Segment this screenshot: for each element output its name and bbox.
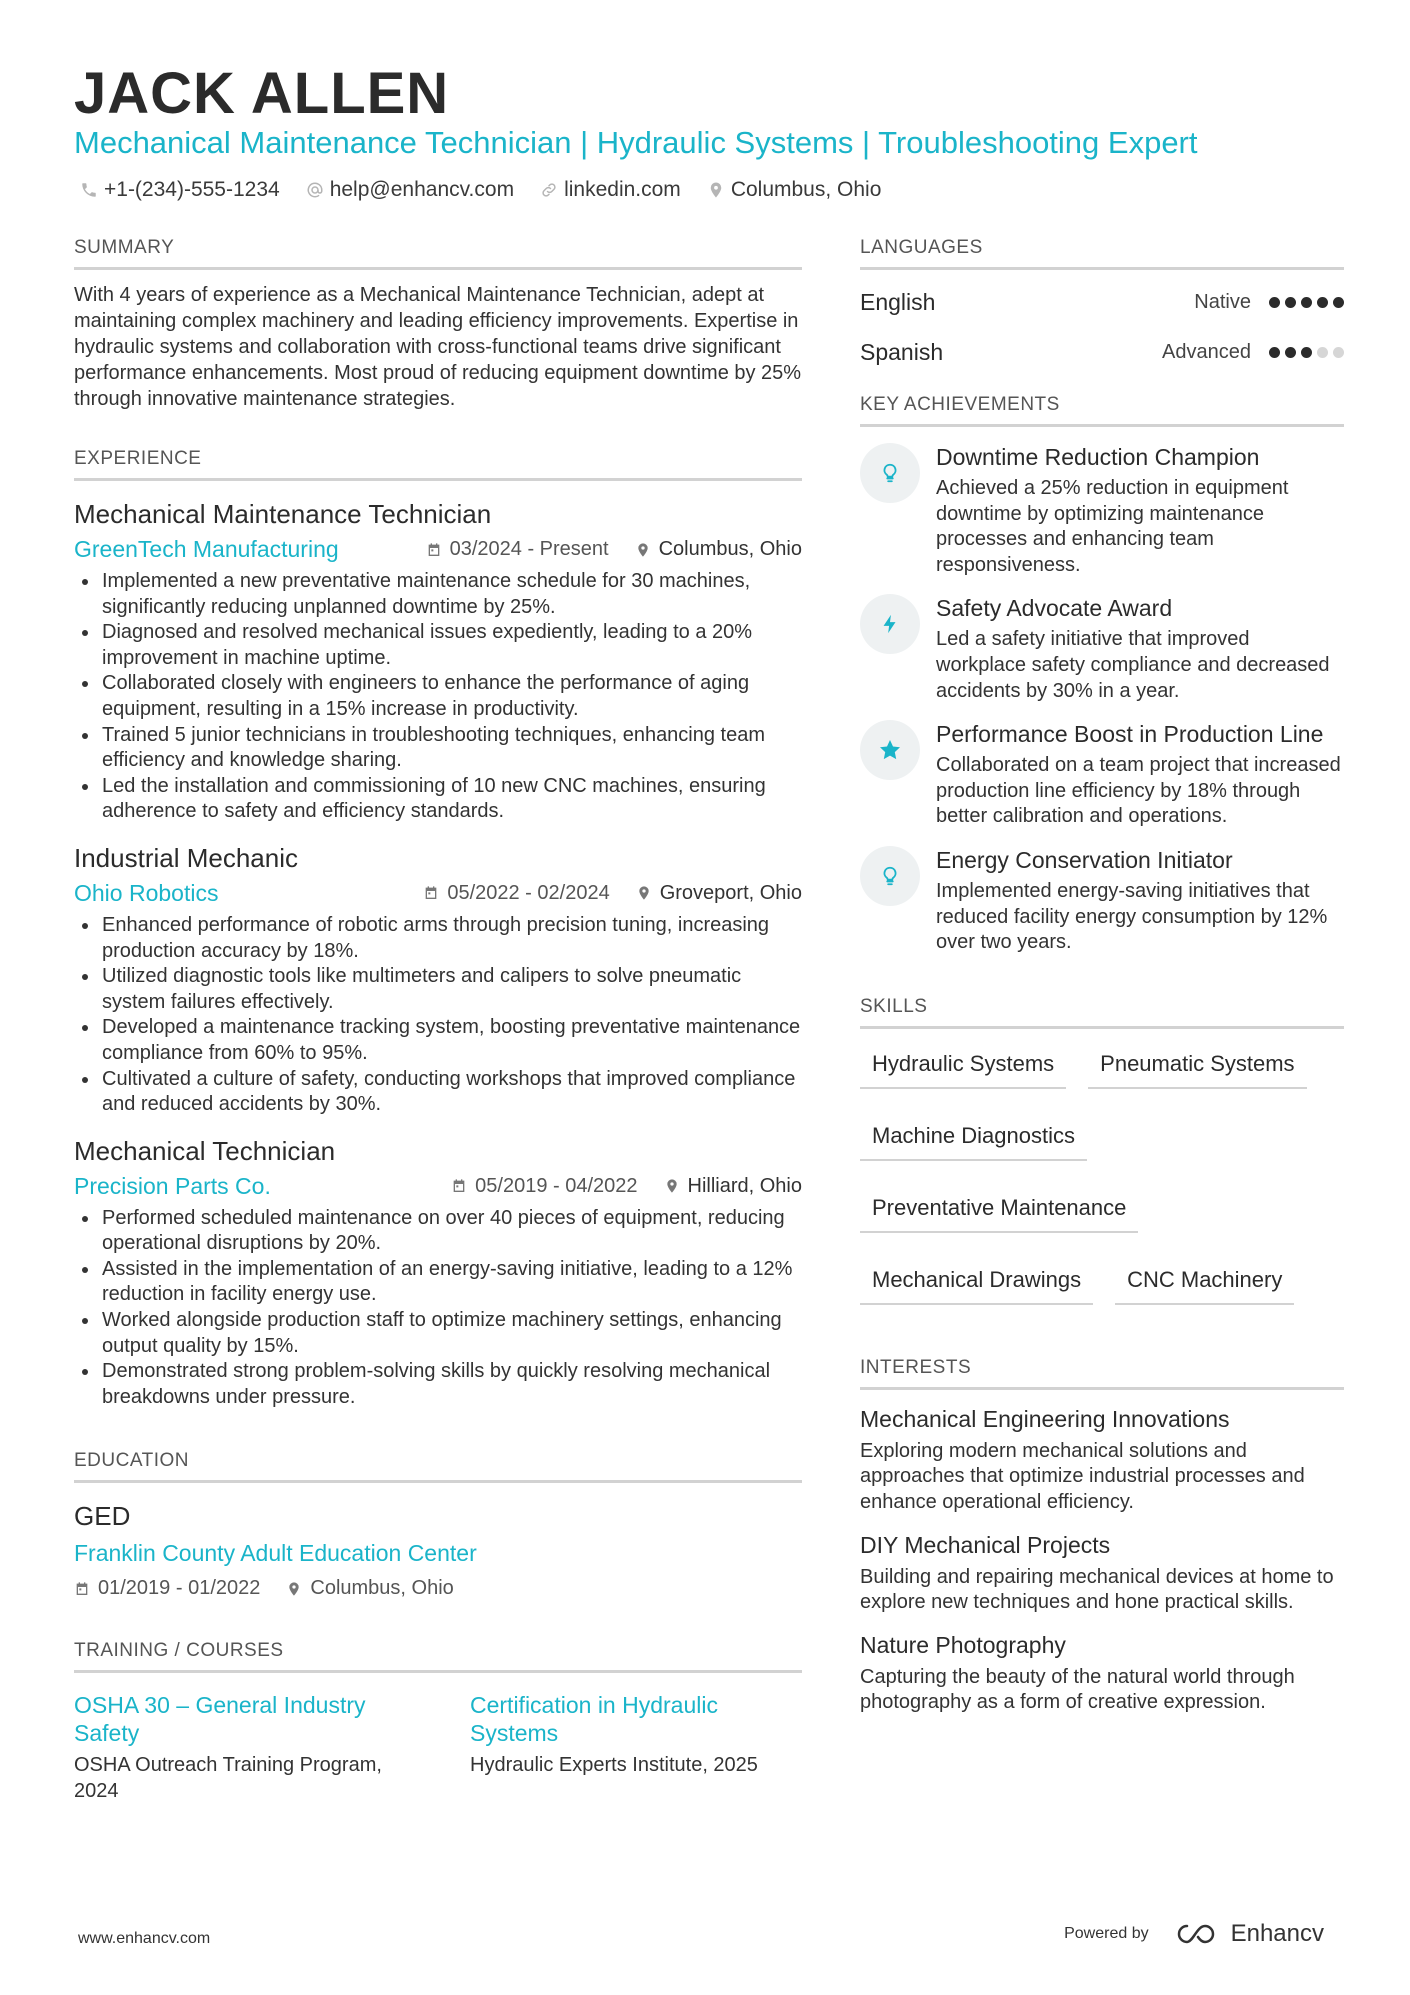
section-title: LANGUAGES (860, 237, 1344, 270)
company-name: GreenTech Manufacturing (74, 536, 339, 562)
brand-name: Enhancv (1230, 1920, 1324, 1947)
enhancv-logo[interactable] (1175, 1920, 1324, 1948)
infinity-logo-icon (1175, 1922, 1221, 1946)
job-location-text: Columbus, Ohio (658, 538, 802, 560)
interest-title: Mechanical Engineering Innovations (860, 1405, 1230, 1432)
achievement-item (860, 720, 1344, 830)
achievement-body (936, 720, 1344, 830)
location-icon (707, 181, 725, 199)
education-meta (74, 1577, 802, 1600)
language-proficiency (1194, 291, 1344, 314)
list-item: Demonstrated strong problem-solving skills by quickly resolving mechanical breakdowns under pressure. (74, 1359, 802, 1410)
contact-linkedin[interactable] (540, 178, 681, 202)
calendar-icon (74, 1581, 90, 1597)
achievement-desc: Implemented energy-saving initiatives that reduced facility energy consumption by 12% over two years. (936, 879, 1328, 954)
location-icon (635, 542, 651, 558)
job-title: Mechanical Technician (74, 1135, 336, 1166)
language-proficiency (1162, 341, 1344, 364)
interest-item (860, 1632, 1344, 1716)
star-icon (860, 720, 920, 780)
language-level: Advanced (1162, 340, 1251, 363)
achievement-title: Safety Advocate Award (936, 595, 1173, 622)
job-entry (74, 843, 802, 1118)
education-location (286, 1577, 453, 1600)
location-icon (664, 1178, 680, 1194)
job-dates (423, 882, 609, 905)
list-item: Implemented a new preventative maintenance schedule for 30 machines, significantly reducing unplanned downtime by 25%. (74, 569, 802, 620)
rating-dot-filled (1301, 297, 1312, 308)
job-title: Industrial Mechanic (74, 842, 298, 873)
skill-tag: Pneumatic Systems (1088, 1045, 1306, 1089)
list-item: Trained 5 junior technicians in troubleshooting techniques, enhancing team efficiency and knowledge sharing. (74, 723, 802, 774)
skill-tag: CNC Machinery (1115, 1261, 1294, 1305)
education-dates (74, 1577, 260, 1600)
training-provider: Hydraulic Experts Institute, 2025 (470, 1754, 758, 1777)
job-dates (451, 1175, 637, 1198)
rating-dot-filled (1269, 297, 1280, 308)
skill-tag: Hydraulic Systems (860, 1045, 1066, 1089)
list-item: Worked alongside production staff to optimize machinery settings, enhancing output quality by 15%. (74, 1308, 802, 1359)
skills-list (860, 1045, 1344, 1305)
interest-desc: Capturing the beauty of the natural world through photography as a form of creative expression. (860, 1665, 1295, 1714)
list-item: Diagnosed and resolved mechanical issues expediently, leading to a 20% improvement in machine uptime. (74, 620, 802, 671)
bolt-icon (860, 594, 920, 654)
list-item: Developed a maintenance tracking system, boosting preventative maintenance compliance from 60% to 95%. (74, 1015, 802, 1066)
achievement-desc: Collaborated on a team project that increased production line efficiency by 18% through better calibration and operations. (936, 754, 1341, 828)
language-row (860, 284, 1344, 320)
job-location (664, 1175, 802, 1198)
job-meta (74, 1173, 802, 1200)
rating-dot-filled (1317, 297, 1328, 308)
rating-dot-empty (1317, 347, 1328, 358)
calendar-icon (426, 542, 442, 558)
job-meta-details (426, 538, 802, 561)
achievement-desc: Achieved a 25% reduction in equipment downtime by optimizing maintenance processes and enhancing team responsiveness. (936, 477, 1289, 576)
language-row (860, 334, 1344, 370)
lightbulb-icon (860, 846, 920, 906)
location-text: Columbus, Ohio (730, 178, 882, 201)
link-icon (540, 181, 558, 199)
job-bullets (74, 1206, 802, 1411)
section-title: EDUCATION (74, 1450, 802, 1483)
training-item (470, 1691, 800, 1804)
achievements-section (860, 394, 1344, 956)
summary-text: With 4 years of experience as a Mechanical Maintenance Technician, adept at maintaining complex machinery and leading efficiency improvements. Expertise in hydraulic systems and collaboration with cross-functional teams drive significant performance enhancements. Most proud of reducing equipment downtime by 25% through innovative maintenance strategies. (74, 284, 802, 410)
calendar-icon (423, 885, 439, 901)
language-level: Native (1194, 290, 1251, 313)
phone-text: +1-(234)-555-1234 (104, 178, 280, 201)
achievement-body (936, 594, 1344, 704)
section-title: KEY ACHIEVEMENTS (860, 394, 1344, 427)
candidate-name: JACK ALLEN (74, 61, 450, 126)
job-dates-text: 05/2019 - 04/2022 (475, 1174, 638, 1197)
at-icon (306, 181, 324, 199)
job-meta (74, 880, 802, 907)
skill-tag: Mechanical Drawings (860, 1261, 1093, 1305)
job-dates-text: 05/2022 - 02/2024 (447, 881, 610, 904)
rating-dot-empty (1333, 347, 1344, 358)
job-meta (74, 536, 802, 563)
interest-item (860, 1406, 1344, 1516)
phone-icon (80, 181, 98, 199)
interest-desc: Building and repairing mechanical devices at home to explore new techniques and hone practical skills. (860, 1565, 1334, 1614)
training-provider: OSHA Outreach Training Program, 2024 (74, 1754, 382, 1803)
interests-section (860, 1357, 1344, 1716)
location-icon (636, 885, 652, 901)
headline: Mechanical Maintenance Technician | Hydraulic Systems | Troubleshooting Expert (74, 125, 1198, 160)
rating-dot-filled (1269, 347, 1280, 358)
job-location-text: Hilliard, Ohio (687, 1174, 802, 1197)
left-column (74, 237, 802, 1805)
job-dates-text: 03/2024 - Present (449, 538, 609, 560)
skill-tag: Machine Diagnostics (860, 1117, 1087, 1161)
interest-desc: Exploring modern mechanical solutions and approaches that optimize industrial processes and enhance operational efficiency. (860, 1439, 1305, 1513)
job-meta-details (423, 882, 802, 905)
section-title: SUMMARY (74, 237, 802, 270)
rating-dots (1269, 347, 1344, 358)
achievement-item (860, 594, 1344, 704)
experience-section (74, 448, 802, 1410)
job-meta-details (451, 1175, 802, 1198)
degree: GED (74, 1501, 131, 1532)
education-dates-text: 01/2019 - 01/2022 (98, 1577, 261, 1600)
job-entry (74, 1136, 802, 1411)
rating-dot-filled (1333, 297, 1344, 308)
skills-section (860, 996, 1344, 1305)
contact-phone[interactable] (80, 178, 280, 202)
contact-location (707, 178, 882, 202)
training-item (74, 1691, 404, 1804)
email-text: help@enhancv.com (329, 178, 515, 201)
job-bullets (74, 913, 802, 1118)
right-column (860, 237, 1344, 1716)
list-item: Performed scheduled maintenance on over 40 pieces of equipment, reducing operational disruptions by 20%. (74, 1206, 802, 1257)
achievement-title: Energy Conservation Initiator (936, 846, 1233, 873)
section-title: INTERESTS (860, 1357, 1344, 1390)
company-name: Ohio Robotics (74, 879, 219, 906)
interest-item (860, 1532, 1344, 1616)
calendar-icon (451, 1178, 467, 1194)
rating-dot-filled (1301, 347, 1312, 358)
list-item: Enhanced performance of robotic arms through precision tuning, increasing production accuracy by 18%. (74, 913, 802, 964)
company-name: Precision Parts Co. (74, 1172, 271, 1199)
section-title: EXPERIENCE (74, 448, 802, 481)
summary-section (74, 237, 802, 412)
language-name: English (860, 288, 936, 315)
skill-tag: Preventative Maintenance (860, 1189, 1138, 1233)
school-name: Franklin County Adult Education Center (74, 1540, 477, 1567)
rating-dots (1269, 297, 1344, 308)
section-title: TRAINING / COURSES (74, 1640, 802, 1673)
contact-email[interactable] (306, 178, 514, 202)
list-item: Assisted in the implementation of an energy-saving initiative, leading to a 12% reduction in facility energy use. (74, 1257, 802, 1308)
interest-title: Nature Photography (860, 1631, 1066, 1658)
job-location (636, 882, 802, 905)
list-item: Collaborated closely with engineers to enhance the performance of aging equipment, resulting in a 15% increase in productivity. (74, 671, 802, 722)
achievement-item (860, 846, 1344, 956)
powered-by-label: Powered by (1064, 1925, 1149, 1942)
rating-dot-filled (1285, 347, 1296, 358)
job-title: Mechanical Maintenance Technician (74, 499, 492, 529)
lightbulb-icon (860, 443, 920, 503)
job-location-text: Groveport, Ohio (659, 881, 802, 904)
training-grid (74, 1691, 802, 1804)
location-icon (286, 1581, 302, 1597)
achievement-desc: Led a safety initiative that improved workplace safety compliance and decreased accidents by 30% in a year. (936, 628, 1330, 702)
training-section (74, 1640, 802, 1804)
achievement-body (936, 846, 1344, 956)
footer-branding (1064, 1920, 1324, 1948)
languages-section (860, 237, 1344, 370)
footer-website[interactable]: www.enhancv.com (78, 1930, 211, 1947)
contact-bar (80, 178, 881, 202)
interest-title: DIY Mechanical Projects (860, 1531, 1111, 1558)
achievement-body (936, 443, 1344, 578)
list-item: Led the installation and commissioning of 10 new CNC machines, ensuring adherence to safety and efficiency standards. (74, 774, 802, 825)
list-item: Utilized diagnostic tools like multimeters and calipers to solve pneumatic system failures effectively. (74, 964, 802, 1015)
section-title: SKILLS (860, 996, 1344, 1029)
job-bullets (74, 569, 802, 825)
training-title: OSHA 30 – General Industry Safety (74, 1692, 366, 1747)
rating-dot-filled (1285, 297, 1296, 308)
education-location-text: Columbus, Ohio (310, 1577, 454, 1600)
achievement-title: Downtime Reduction Champion (936, 444, 1260, 470)
job-entry (74, 499, 802, 825)
job-location (635, 538, 802, 561)
linkedin-text: linkedin.com (564, 178, 681, 201)
education-section (74, 1450, 802, 1600)
achievement-title: Performance Boost in Production Line (936, 721, 1324, 748)
list-item: Cultivated a culture of safety, conducting workshops that improved compliance and reduced accidents by 30%. (74, 1067, 802, 1118)
job-dates (426, 538, 609, 561)
achievement-item (860, 443, 1344, 578)
training-title: Certification in Hydraulic Systems (470, 1692, 718, 1747)
language-name: Spanish (860, 338, 944, 365)
